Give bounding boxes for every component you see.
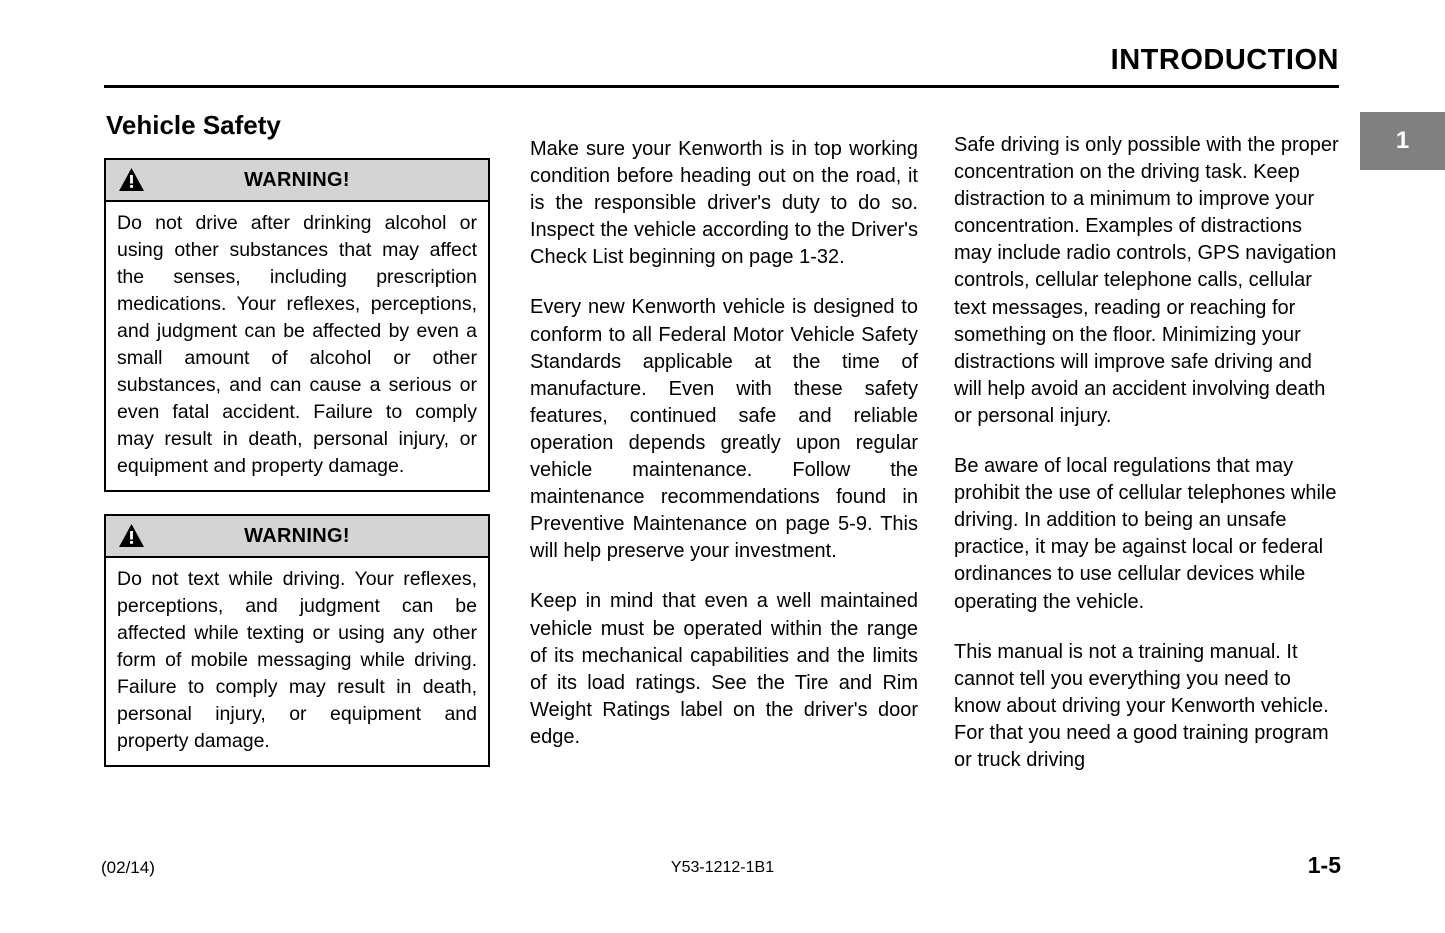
body-paragraph: Safe driving is only possible with the proper concentration on the driving task. Keep distraction to a minimum to improve your concentration. Examples of distractions may include radio controls, GPS navigation controls, cellular telephone calls, cellular text messages, reading or reaching for something on the floor. Minimizing your distractions will improve safe driving and will help avoid an accident involving death or personal injury. (954, 134, 1339, 427)
column-two (530, 136, 918, 774)
warning-box-alcohol (104, 158, 490, 492)
warning-box-texting (104, 514, 490, 767)
page-header-title: INTRODUCTION (1110, 44, 1339, 76)
warning-header (106, 516, 488, 558)
column-three (954, 132, 1342, 797)
column-one (104, 110, 490, 789)
page-title: Vehicle Safety (106, 110, 281, 140)
warning-heading-label: WARNING! (244, 524, 350, 547)
body-paragraph: Be aware of local regulations that may prohibit the use of cellular telephones while driving. In addition to being an unsafe practice, it may be against local or federal ordinances to use cellular devices while operating the vehicle. (954, 455, 1337, 613)
chapter-tab-number: 1 (1395, 127, 1410, 154)
warning-body-text: Do not text while driving. Your reflexes, perceptions, and judgment can be affected while texting or using any other form of mobile messaging while driving. Failure to comply may result in death, personal injury, or equipment and property damage. (117, 568, 477, 752)
warning-header (106, 160, 488, 202)
warning-heading-label: WARNING! (244, 168, 350, 191)
footer-revision: (02/14) (101, 858, 155, 877)
warning-body (106, 558, 488, 765)
header-divider (104, 85, 1339, 88)
warning-triangle-icon (118, 523, 145, 548)
footer-document-number: Y53-1212-1B1 (670, 859, 775, 876)
warning-body-text: Do not drive after drinking alcohol or using other substances that may affect the senses, including prescription medications. Your reflexes, perceptions, and judgment can be affected by even a small amount of alcohol or other substances, and can cause a serious or even fatal accident. Failure to comply may result in death, personal injury, or equipment and property damage. (117, 212, 477, 477)
body-paragraph: This manual is not a training manual. It cannot tell you everything you need to know about driving your Kenworth vehicle. For that you need a good training program or truck driving (954, 640, 1329, 771)
warning-triangle-icon (118, 167, 145, 192)
body-paragraph: Make sure your Kenworth is in top working condition before heading out on the road, it is the responsible driver's duty to do so. Inspect the vehicle according to the Driver's Check List beginning on page 1-32. (530, 138, 918, 269)
warning-body (106, 202, 488, 490)
body-paragraph: Keep in mind that even a well maintained vehicle must be operated within the range of its mechanical capabilities and the limits of its load ratings. See the Tire and Rim Weight Ratings label on the driver's door edge. (530, 590, 918, 748)
footer-page-number: 1-5 (1307, 852, 1341, 878)
body-paragraph: Every new Kenworth vehicle is designed to conform to all Federal Motor Vehicle Safety Standards applicable at the time of manufacture. Even with these safety features, continued safe and reliable operation depends greatly upon regular vehicle maintenance. Follow the maintenance recommendations found in Preventive Maintenance on page 5-9. This will help preserve your investment. (530, 296, 918, 563)
chapter-tab (1360, 112, 1445, 170)
